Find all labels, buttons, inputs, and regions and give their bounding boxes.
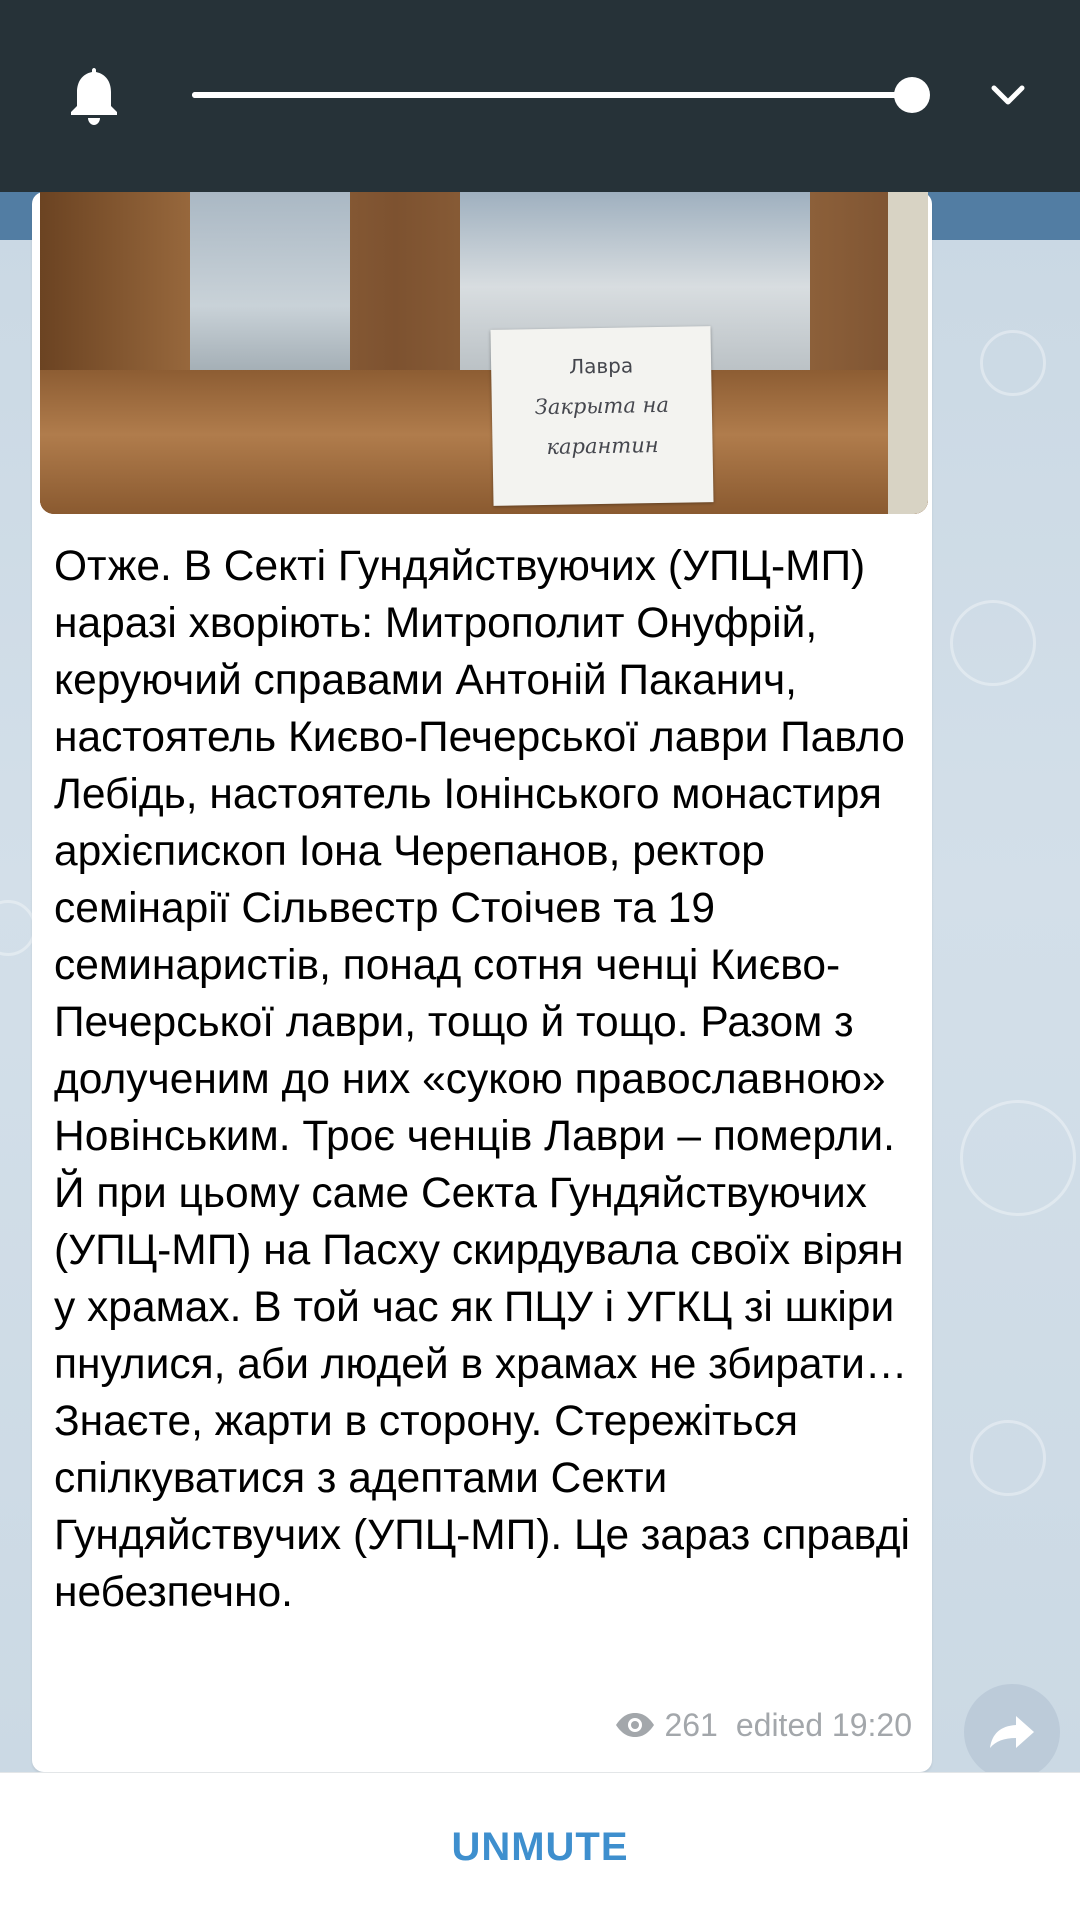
chevron-down-icon[interactable] (988, 80, 1028, 110)
post-photo[interactable] (40, 192, 928, 514)
volume-slider[interactable] (192, 92, 912, 98)
photo-sign-line: карантин (546, 433, 659, 459)
photo-sign-line: Закрыта на (534, 392, 670, 420)
eye-icon (614, 1711, 656, 1739)
post-text: Отже. В Секті Гундяйствуючих (УПЦ-МП) наразі хворіють: Митрополит Онуфрій, керуючий справами Антоній Паканич, настоятель Києво-Печерської лаври Павло Лебідь, настоятель Іонінського монастиря архієпископ Іона Черепанов, ректор семінарії Сільвестр Стоічев та 19 семинаристів, понад сотня ченці Києво-Печерської лаври, тощо й тощо. Разом з долученим до них «сукою православною» Новінським. Троє ченців Лаври – померли. Й при цьому саме Секта Гундяйствуючих (УПЦ-МП) на Пасху скирдувала своїх вірян у храмах. В той час як ПЦУ і УГКЦ зі шкіри пнулися, аби людей в храмах не збирати… Знаєте, жарти в сторону. Стережіться спілкуватися з адептами Секти Гундяйствучих (УПЦ-МП). Це зараз справді небезпечно. (54, 543, 922, 1616)
unmute-button[interactable]: UNMUTE (0, 1773, 1080, 1920)
volume-slider-fill (192, 92, 912, 98)
photo-window-glass (190, 192, 350, 382)
post-meta (614, 1700, 912, 1750)
photo-window-sill (40, 370, 928, 514)
wallpaper-doodle (970, 1420, 1046, 1496)
share-arrow-icon (988, 1712, 1036, 1752)
photo-wall (888, 192, 928, 514)
volume-slider-thumb[interactable] (894, 77, 930, 113)
bottom-bar (0, 1772, 1080, 1920)
wallpaper-doodle (0, 900, 36, 956)
share-button[interactable] (964, 1684, 1060, 1780)
bell-icon[interactable] (66, 64, 122, 128)
volume-overlay (0, 0, 1080, 192)
wallpaper-doodle (980, 330, 1046, 396)
wallpaper-doodle (960, 1100, 1076, 1216)
photo-sign-line: Лавра (568, 353, 634, 379)
edited-time: edited 19:20 (735, 1706, 912, 1743)
channel-post[interactable] (32, 192, 932, 1772)
views-count: 261 (664, 1706, 718, 1743)
photo-sign (490, 326, 713, 506)
wallpaper-doodle (950, 600, 1036, 686)
